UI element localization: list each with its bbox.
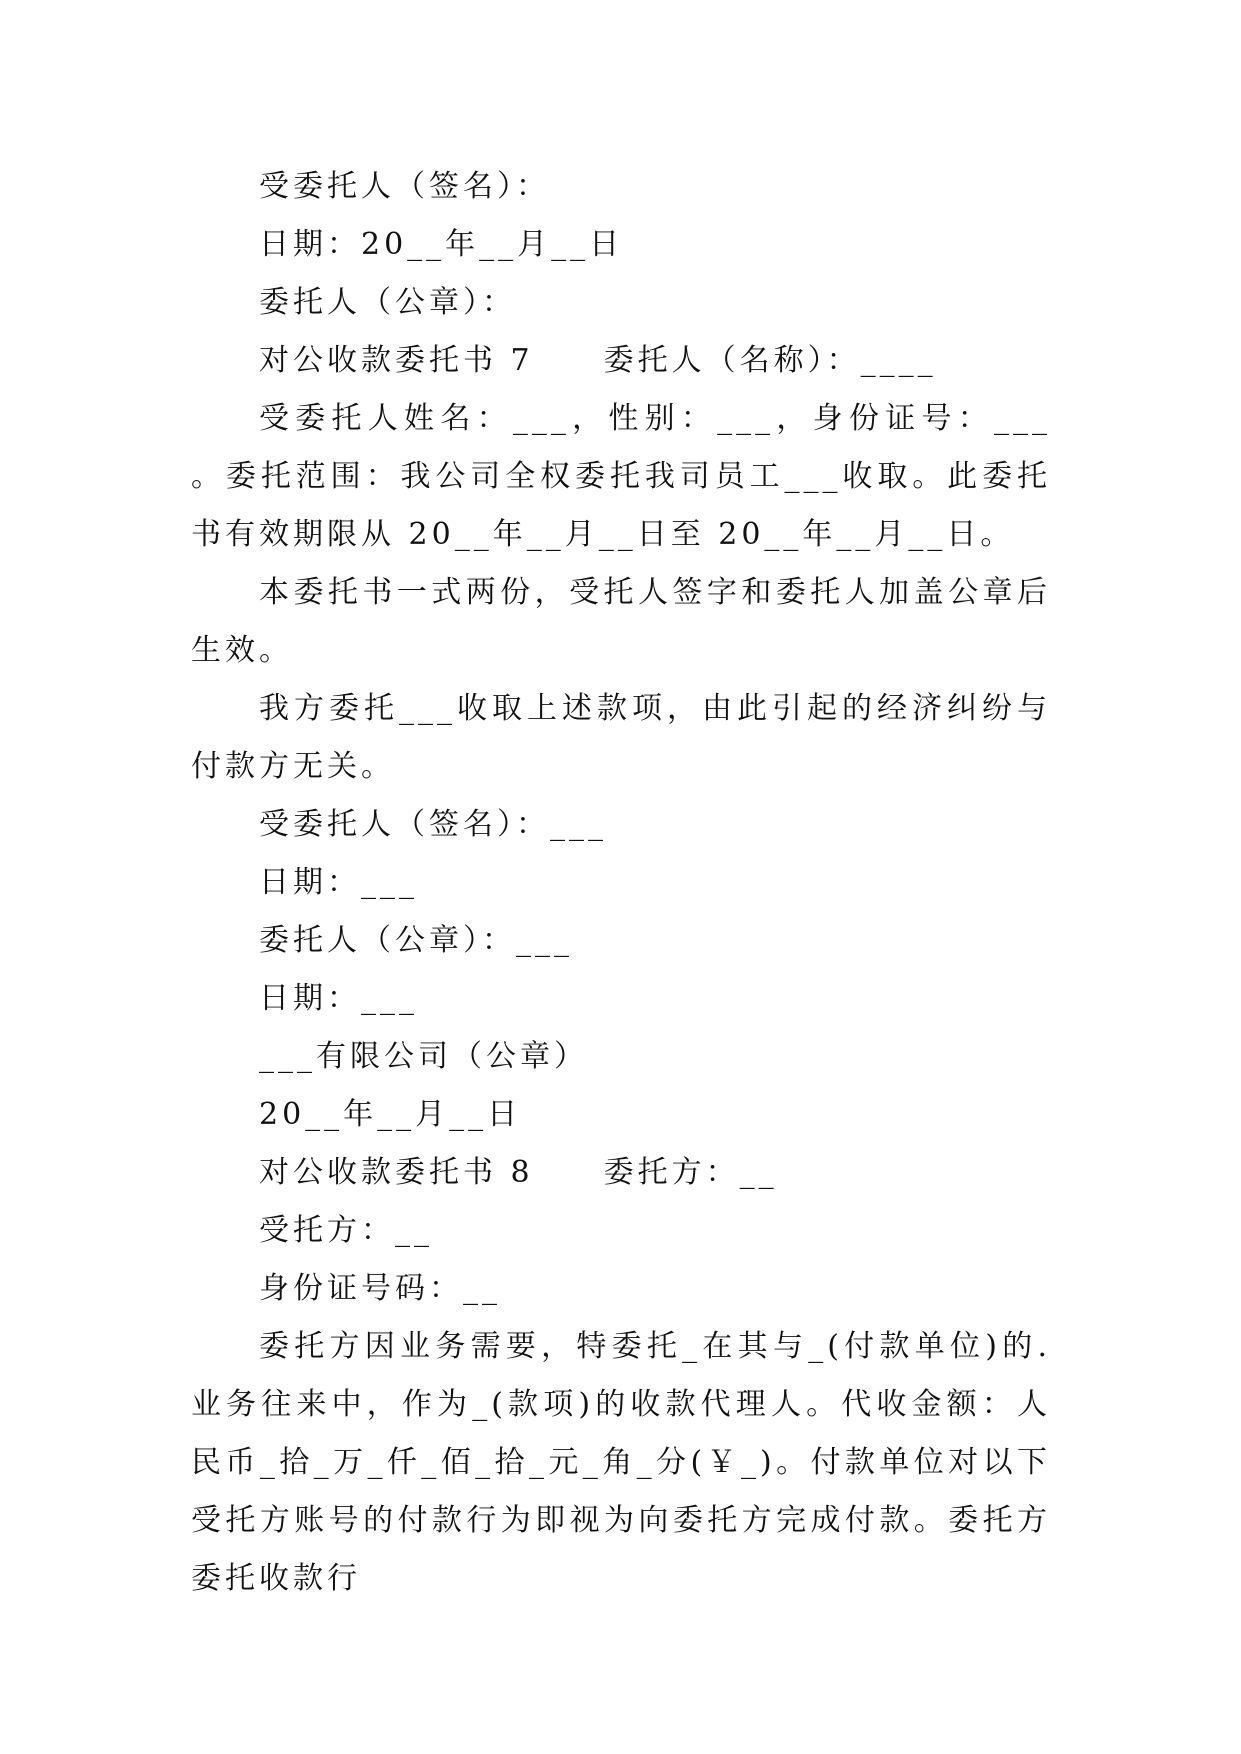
id-number-field: 身份证号码：__ (259, 1271, 501, 1306)
signing-date-line: 20__年__月__日 (259, 1097, 522, 1132)
trustee-signature-line: 受委托人（签名）： (259, 169, 550, 204)
trustee-party-field: 受托方：__ (259, 1213, 433, 1248)
section-8-heading-line (191, 1144, 1051, 1202)
date-field: 日期：___ (259, 865, 418, 900)
trustee-info-paragraph: 受委托人姓名：___，性别：___，身份证号：___ 。委托范围：我公司全权委托我司员工___收取。此委托书有效期限从 20__年__月__日至 20__年__月__日。 (191, 401, 1051, 552)
principal-party-field: 委托方：__ (603, 1155, 778, 1190)
section-8-title: 对公收款委托书 8 (259, 1155, 534, 1190)
disclaimer-paragraph: 我方委托___收取上述款项，由此引起的经济纠纷与付款方无关。 (191, 691, 1051, 784)
section-7-heading-line (191, 332, 1051, 390)
company-seal-line: ___有限公司（公章） (259, 1039, 588, 1074)
copies-paragraph: 本委托书一式两份，受托人签字和委托人加盖公章后生效。 (191, 575, 1051, 668)
agency-terms-paragraph: 委托方因业务需要，特委托_在其与_(付款单位)的.业务往来中，作为_(款项)的收款代理人。代收金额：人民币_拾_万_仟_佰_拾_元_角_分(￥_)。付款单位对以下受托方账号的付款行为即视为向委托方完成付款。委托方委托收款行 (191, 1329, 1051, 1596)
principal-seal-field: 委托人（公章）：___ (259, 923, 573, 958)
date-field-2: 日期：___ (259, 981, 418, 1016)
principal-name-field: 委托人（名称）：____ (603, 343, 937, 378)
trustee-signature-field: 受委托人（签名）：___ (259, 807, 607, 842)
section-7-title: 对公收款委托书 7 (259, 343, 534, 378)
date-line: 日期：20__年__月__日 (259, 227, 624, 262)
principal-seal-line: 委托人（公章）： (259, 285, 516, 320)
document-page (191, 158, 1051, 1608)
